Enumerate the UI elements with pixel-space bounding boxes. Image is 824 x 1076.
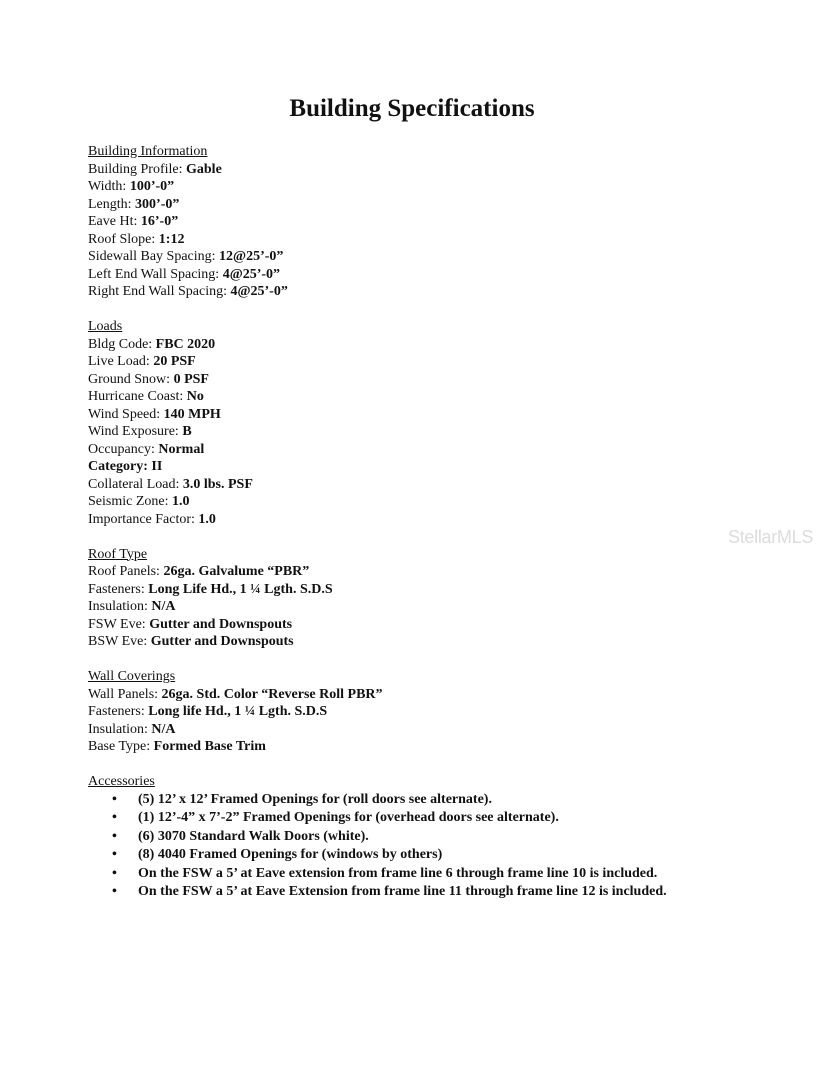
bullet-icon: •	[112, 847, 117, 863]
spec-label: Insulation:	[88, 599, 152, 614]
list-item-text: (1) 12’-4” x 7’-2” Framed Openings for (overhead doors see alternate).	[138, 810, 559, 826]
spec-row-fsw-eve	[88, 616, 808, 634]
spec-value: 20 PSF	[153, 354, 196, 369]
spec-row-wall-panels	[88, 686, 808, 704]
list-item	[88, 846, 808, 865]
list-item	[88, 791, 808, 810]
spec-row-eave-height	[88, 213, 808, 231]
spec-value: 1.0	[172, 494, 190, 509]
section-loads	[88, 318, 808, 528]
list-item-text: (8) 4040 Framed Openings for (windows by others)	[138, 847, 443, 863]
spec-label: Eave Ht:	[88, 214, 141, 229]
spec-label: Ground Snow:	[88, 371, 174, 387]
spec-row-roof-panels	[88, 563, 808, 581]
section-building-information	[88, 143, 808, 301]
spec-value: 16’-0”	[140, 214, 179, 229]
spec-row-base-type	[88, 738, 808, 756]
bullet-icon: •	[112, 828, 117, 844]
spec-row-wind-speed	[88, 406, 808, 424]
spec-label: Importance Factor:	[88, 511, 199, 527]
list-item	[88, 828, 808, 847]
spec-value: 0 PSF	[173, 371, 209, 387]
section-wall-coverings	[88, 668, 808, 756]
watermark: StellarMLS	[728, 527, 814, 547]
spec-label: Fasteners:	[88, 581, 149, 597]
spec-row-bsw-eve	[88, 633, 808, 651]
spec-value: B	[182, 424, 192, 439]
spec-label: Bldg Code:	[88, 336, 156, 352]
spec-label: Insulation:	[88, 721, 152, 737]
spec-value: 300’-0”	[135, 196, 180, 212]
list-item-text: On the FSW a 5’ at Eave extension from frame line 6 through frame line 10 is included.	[138, 865, 658, 881]
list-item-text: (6) 3070 Standard Walk Doors (white).	[138, 828, 369, 844]
spec-label: Roof Slope:	[88, 231, 159, 247]
spec-row-live-load	[88, 353, 808, 371]
spec-label: Building Profile:	[88, 161, 186, 177]
spec-row-seismic-zone	[88, 493, 808, 511]
spec-row-right-end-wall-spacing	[88, 283, 808, 301]
section-roof-type	[88, 546, 808, 651]
section-accessories	[88, 773, 808, 902]
spec-row-ground-snow	[88, 371, 808, 389]
spec-value: 26ga. Std. Color “Reverse Roll PBR”	[161, 686, 383, 702]
list-item	[88, 865, 808, 884]
spec-row-hurricane-coast	[88, 388, 808, 406]
spec-label: Collateral Load:	[88, 476, 183, 492]
spec-value: Formed Base Trim	[153, 739, 266, 754]
spec-value: 4@25’-0”	[230, 284, 288, 299]
spec-label: Length:	[88, 196, 136, 212]
spec-row-bldg-code	[88, 336, 808, 354]
spec-row-wall-insulation	[88, 721, 808, 739]
spec-value: Long life Hd., 1 ¼ Lgth. S.D.S	[148, 704, 328, 719]
spec-label: FSW Eve:	[88, 616, 150, 632]
spec-label: BSW Eve:	[88, 634, 151, 649]
spec-row-wind-exposure	[88, 423, 808, 441]
spec-label: Hurricane Coast:	[88, 389, 187, 404]
section-heading-accessories: Accessories	[88, 774, 155, 789]
spec-value: 4@25’-0”	[222, 266, 281, 282]
spec-value: II	[151, 459, 163, 474]
list-item	[88, 883, 808, 902]
spec-row-category	[88, 458, 808, 476]
spec-label: Wind Exposure:	[88, 424, 183, 439]
spec-value: 1:12	[158, 231, 185, 247]
spec-label: Left End Wall Spacing:	[88, 266, 223, 282]
spec-row-collateral-load	[88, 476, 808, 494]
spec-row-left-end-wall-spacing	[88, 266, 808, 284]
spec-row-importance-factor	[88, 511, 808, 529]
list-item-text: On the FSW a 5’ at Eave Extension from frame line 11 through frame line 12 is included.	[138, 884, 667, 900]
spec-label: Right End Wall Spacing:	[88, 284, 231, 299]
spec-value: Gutter and Downspouts	[150, 634, 294, 649]
spec-label: Width:	[88, 179, 130, 194]
spec-value: Long Life Hd., 1 ¼ Lgth. S.D.S	[148, 581, 333, 597]
spec-value: 3.0 lbs. PSF	[182, 476, 253, 492]
spec-value: N/A	[151, 721, 176, 737]
section-heading-wall-coverings: Wall Coverings	[88, 669, 176, 684]
spec-value: No	[186, 389, 204, 404]
spec-row-length	[88, 196, 808, 214]
spec-label: Fasteners:	[88, 704, 149, 719]
spec-label: Seismic Zone:	[88, 494, 172, 509]
spec-value: 26ga. Galvalume “PBR”	[163, 564, 310, 579]
spec-value: FBC 2020	[155, 336, 216, 352]
spec-value: 12@25’-0”	[219, 249, 284, 264]
spec-label: Category:	[88, 459, 152, 474]
spec-content	[88, 143, 808, 920]
accessories-list	[88, 791, 808, 903]
spec-value: N/A	[151, 599, 176, 614]
bullet-icon: •	[112, 810, 117, 826]
spec-label: Wind Speed:	[88, 406, 164, 422]
spec-value: Normal	[158, 441, 205, 457]
section-heading-loads: Loads	[88, 319, 123, 334]
spec-value: 100’-0”	[129, 179, 175, 194]
spec-row-wall-fasteners	[88, 703, 808, 721]
spec-label: Occupancy:	[88, 441, 159, 457]
page-title: Building Specifications	[289, 95, 535, 122]
spec-row-building-profile	[88, 161, 808, 179]
spec-label: Sidewall Bay Spacing:	[88, 249, 220, 264]
bullet-icon: •	[112, 884, 117, 900]
spec-row-roof-fasteners	[88, 581, 808, 599]
section-heading-building-information: Building Information	[88, 144, 208, 159]
spec-value: Gable	[186, 161, 222, 177]
spec-row-occupancy	[88, 441, 808, 459]
section-heading-roof-type: Roof Type	[88, 546, 148, 562]
bullet-icon: •	[112, 865, 117, 881]
spec-value: 1.0	[198, 511, 216, 527]
list-item	[88, 809, 808, 828]
spec-label: Wall Panels:	[88, 686, 162, 702]
spec-row-width	[88, 178, 808, 196]
spec-value: 140 MPH	[163, 406, 221, 422]
spec-label: Base Type:	[88, 739, 154, 754]
bullet-icon: •	[112, 791, 117, 807]
spec-label: Live Load:	[88, 354, 154, 369]
list-item-text: (5) 12’ x 12’ Framed Openings for (roll doors see alternate).	[138, 791, 492, 807]
spec-row-roof-slope	[88, 231, 808, 249]
spec-row-roof-insulation	[88, 598, 808, 616]
spec-label: Roof Panels:	[88, 564, 164, 579]
spec-row-sidewall-bay-spacing	[88, 248, 808, 266]
spec-value: Gutter and Downspouts	[149, 616, 293, 632]
